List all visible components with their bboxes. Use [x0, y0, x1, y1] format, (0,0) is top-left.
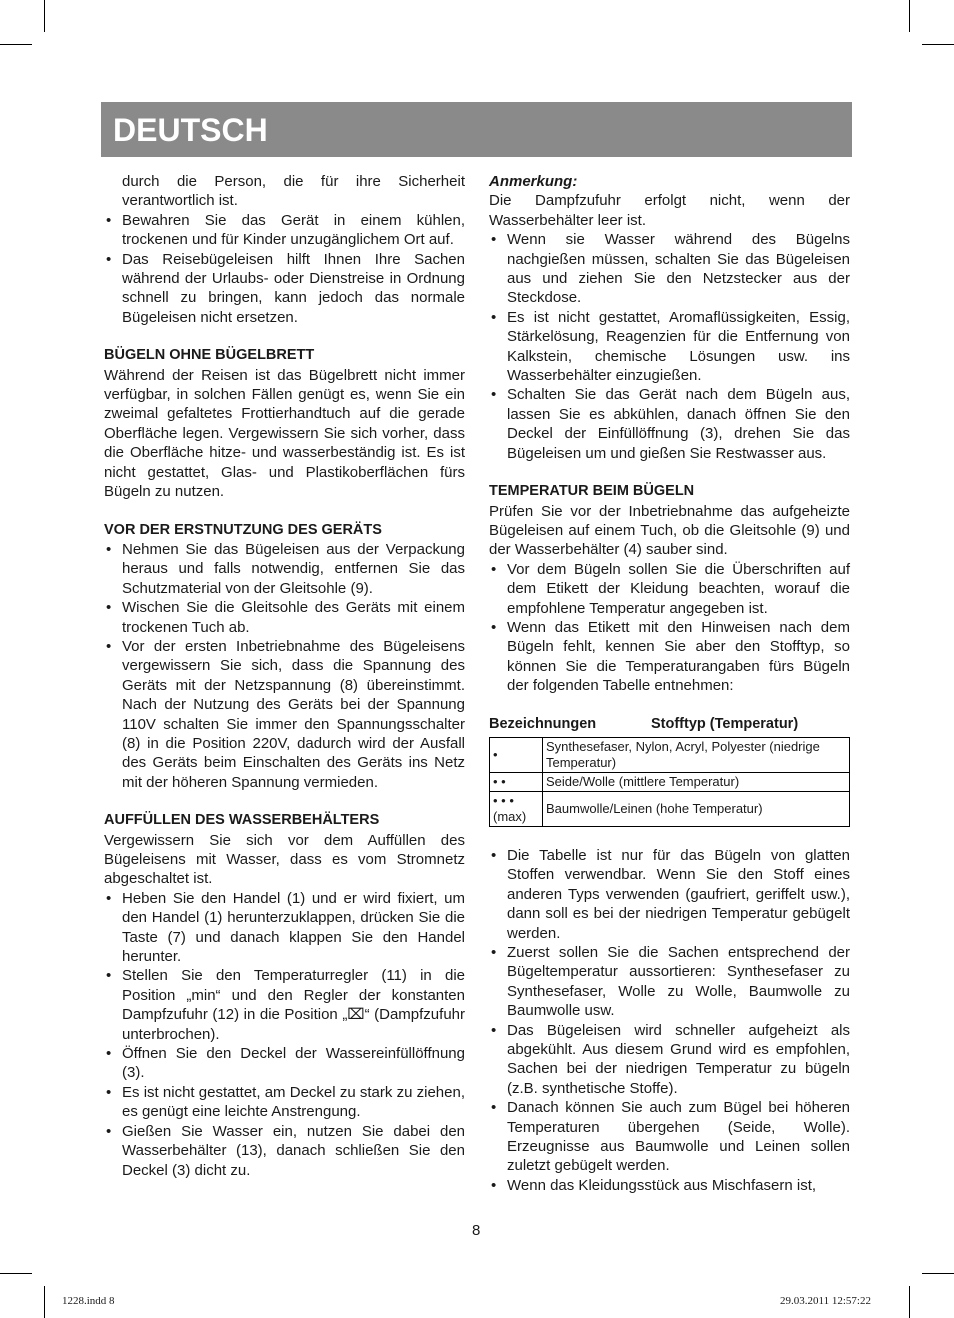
table-row	[490, 772, 850, 791]
list-item: • Wenn das Etikett mit den Hinweisen nach dem Bügeln fehlt, kennen Sie aber den Stofftyp, so können Sie die Temperaturangaben fürs Bügeln der folgenden Tabelle entnehmen:	[489, 618, 850, 696]
page-number: 8	[472, 1222, 481, 1239]
crop-mark	[922, 1273, 954, 1274]
crop-mark	[909, 0, 910, 32]
section-list	[104, 889, 465, 1180]
section-heading: AUFFÜLLEN DES WASSERBEHÄLTERS	[104, 812, 380, 829]
fabric-cell: Baumwolle/Leinen (hohe Temperatur)	[543, 791, 850, 826]
right-column	[489, 172, 850, 1195]
table-header	[489, 715, 850, 734]
section-list	[104, 540, 465, 792]
crop-mark	[0, 1273, 32, 1274]
intro-continuation: durch die Person, die für ihre Sicherheit verantwortlich ist.	[122, 173, 465, 210]
crop-mark	[44, 1286, 45, 1318]
footer-date: 29.03.2011 12:57:22	[780, 1295, 871, 1307]
list-item: • Vor der ersten Inbetriebnahme des Bügeleisens vergewissern Sie sich, dass die Spannung des Geräts mit der Netzspannung (8) übereinstimmt. Nach der Nutzung des Geräts bei der Spannung 110V schalten Sie immer den Spannungsschalter (8) in die Position 220V, dadurch wird der Ausfall des Geräts beim Einschalten des Geräts ins Netz mit der höheren Spannung vermieden.	[104, 637, 465, 792]
section-heading: BÜGELN OHNE BÜGELBRETT	[104, 347, 315, 364]
section-text: Prüfen Sie vor der Inbetriebnahme das aufgeheizte Bügeleisen auf einem Tuch, ob die Gleitsohle (9) und der Wasserbehälter (4) sauber sind.	[489, 502, 850, 559]
table-row	[490, 791, 850, 826]
crop-mark	[909, 1286, 910, 1318]
list-item: • Öffnen Sie den Deckel der Wassereinfüllöffnung (3).	[104, 1044, 465, 1083]
fabric-cell: Synthesefaser, Nylon, Acryl, Polyester (niedrige Temperatur)	[543, 737, 850, 772]
temperature-table	[489, 737, 850, 827]
fabric-cell: Seide/Wolle (mittlere Temperatur)	[543, 772, 850, 791]
section-heading: VOR DER ERSTNUTZUNG DES GERÄTS	[104, 521, 382, 538]
section-text: Während der Reisen ist das Bügelbrett nicht immer verfügbar, in solchen Fällen genügt es, wenn Sie ein zweimal gefaltetes Frottierhandtuch auf die gerade Oberfläche legen. Vergewissern Sie sich vorher, dass die Oberfläche hitze- und wasserbeständig ist. Es ist nicht gestattet, Glas- und Plastikoberflächen fürs Bügeln zu nutzen.	[104, 366, 465, 501]
dot-symbol-cell: • • • (max)	[490, 791, 543, 826]
page-title: DEUTSCH	[113, 112, 268, 148]
list-item: • Das Bügeleisen wird schneller aufgeheizt als abgekühlt. Aus diesem Grund wird es empfohlen, Sachen bei der niedrigen Temperatur zu bügeln (z.B. synthetische Stoffe).	[489, 1021, 850, 1099]
list-item: • Das Reisebügeleisen hilft Ihnen Ihre Sachen während der Urlaubs- oder Dienstreise in Ordnung schnell zu bringen, kann jedoch das normale Bügeleisen nicht ersetzen.	[104, 250, 465, 328]
list-item: • Wenn das Kleidungsstück aus Mischfasern ist,	[489, 1176, 850, 1195]
list-item: • Wenn sie Wasser während des Bügelns nachgießen müssen, schalten Sie das Bügeleisen aus und ziehen Sie den Netzstecker aus der Steckdose.	[489, 230, 850, 308]
list-item: • Gießen Sie Wasser ein, nutzen Sie dabei den Wasserbehälter (13), danach schließen Sie den Deckel (3) dicht zu.	[104, 1122, 465, 1180]
list-item: • Vor dem Bügeln sollen Sie die Überschriften auf dem Etikett der Kleidung beachten, worauf die empfohlene Temperatur angegeben ist.	[489, 560, 850, 618]
crop-mark	[0, 44, 32, 45]
footer-file: 1228.indd 8	[62, 1295, 115, 1307]
language-banner	[101, 102, 852, 157]
table-row	[490, 737, 850, 772]
note-text: Die Dampfzufuhr erfolgt nicht, wenn der Wasserbehälter leer ist.	[489, 192, 850, 229]
section-heading: TEMPERATUR BEIM BÜGELN	[489, 483, 695, 500]
crop-mark	[922, 44, 954, 45]
intro-list	[104, 211, 465, 327]
table-col-fabric: Stofftyp (Temperatur)	[651, 715, 799, 732]
list-item: • Schalten Sie das Gerät nach dem Bügeln aus, lassen Sie es abkühlen, danach öffnen Sie den Deckel der Einfüllöffnung (3), drehen Sie das Bügeleisen um und gießen Sie Restwasser aus.	[489, 385, 850, 463]
table-col-symbols: Bezeichnungen	[489, 715, 597, 732]
dot-symbol-cell: •	[490, 737, 543, 772]
list-item: • Stellen Sie den Temperaturregler (11) in die Position „min“ und den Regler der konstanten Dampfzufuhr (12) in die Position „⌧“ (Dampfzufuhr unterbrochen).	[104, 966, 465, 1044]
list-item: • Zuerst sollen Sie die Sachen entsprechend der Bügeltemperatur aussortieren: Synthesefaser zu Synthesefaser, Wolle zu Wolle, Baumwolle zu Baumwolle usw.	[489, 943, 850, 1021]
left-column	[104, 172, 465, 1180]
note-list	[489, 230, 850, 463]
note-heading: Anmerkung:	[489, 173, 578, 190]
dot-symbol-cell: • •	[490, 772, 543, 791]
list-item: • Danach können Sie auch zum Bügel bei höheren Temperaturen übergehen (Seide, Wolle). Erzeugnisse aus Baumwolle und Leinen sollen zuletzt gebügelt werden.	[489, 1098, 850, 1176]
list-item: • Es ist nicht gestattet, am Deckel zu stark zu ziehen, es genügt eine leichte Anstrengung.	[104, 1083, 465, 1122]
crop-mark	[44, 0, 45, 32]
section-text: Vergewissern Sie sich vor dem Auffüllen des Bügeleisens mit Wasser, dass es vom Stromnetz abgeschaltet ist.	[104, 831, 465, 888]
section-list	[489, 846, 850, 1195]
list-item: • Heben Sie den Handel (1) und er wird fixiert, um den Handel (1) herunterzuklappen, drücken Sie die Taste (7) und danach klappen Sie den Handel herunter.	[104, 889, 465, 967]
list-item: • Wischen Sie die Gleitsohle des Geräts mit einem trockenen Tuch ab.	[104, 598, 465, 637]
list-item: • Die Tabelle ist nur für das Bügeln von glatten Stoffen verwendbar. Wenn Sie den Stoff eines anderen Typs verwenden (gaufriert, geriffelt usw.), dann soll es bei der niedrigen Temperatur gebügelt werden.	[489, 846, 850, 943]
list-item: • Nehmen Sie das Bügeleisen aus der Verpackung heraus und falls notwendig, entfernen Sie das Schutzmaterial von der Gleitsohle (9).	[104, 540, 465, 598]
list-item: • Es ist nicht gestattet, Aromaflüssigkeiten, Essig, Stärkelösung, Reagenzien für die Entfernung von Kalkstein, chemische Lösungen usw. ins Wasserbehälter einzugießen.	[489, 308, 850, 386]
section-list	[489, 560, 850, 696]
list-item: • Bewahren Sie das Gerät in einem kühlen, trockenen und für Kinder unzugänglichem Ort auf.	[104, 211, 465, 250]
